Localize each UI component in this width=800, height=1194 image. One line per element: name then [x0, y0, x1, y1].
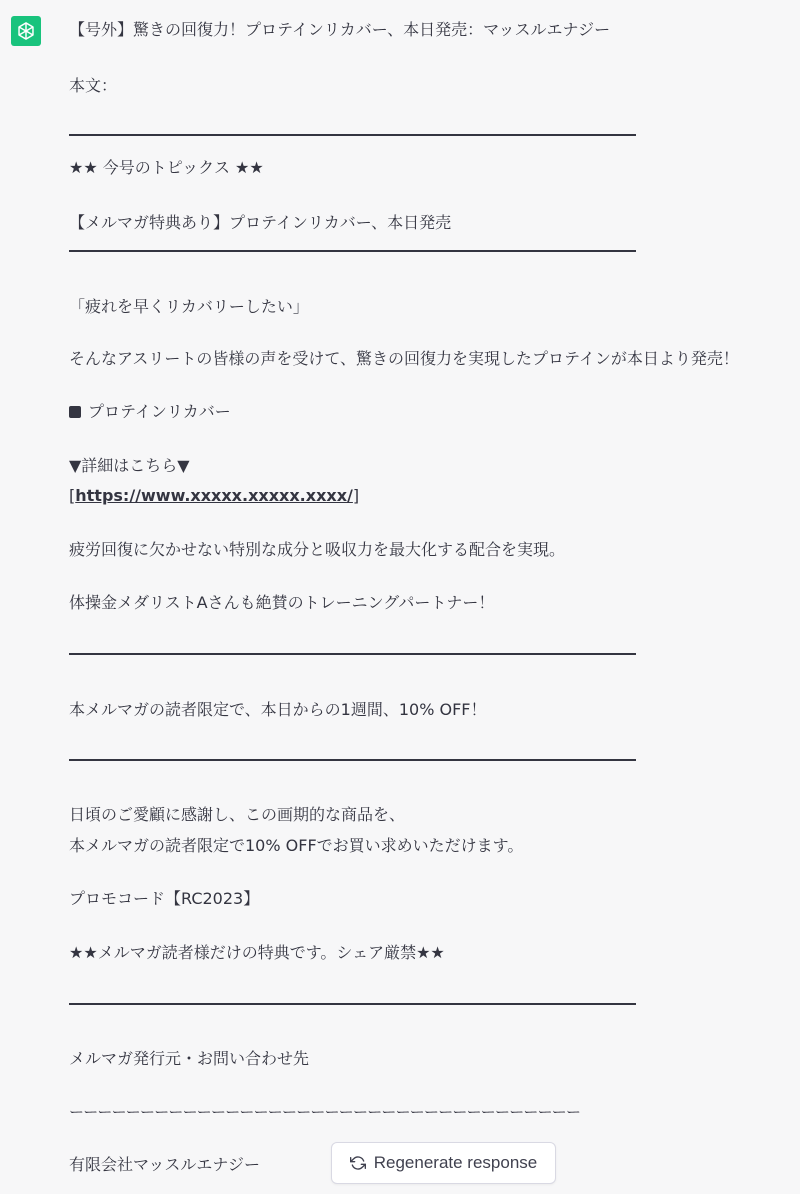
intro-text: そんなアスリートの皆様の声を受けて、驚きの回復力を実現したプロテインが本日より発売！ — [69, 349, 739, 368]
feature-text: 疲労回復に欠かせない特別な成分と吸収力を最大化する配合を実現。 — [69, 540, 566, 559]
company-name: 有限会社マッスルエナジー — [69, 1155, 261, 1174]
divider — [69, 1003, 636, 1005]
refresh-icon — [350, 1155, 366, 1171]
square-bullet-icon — [69, 406, 81, 418]
link-bracket-open: [ — [69, 486, 76, 505]
topic-item: 【メルマガ特典あり】プロテインリカバー、本日発売 — [69, 213, 452, 232]
divider — [69, 653, 636, 655]
regenerate-label: Regenerate response — [373, 1153, 538, 1172]
details-link[interactable]: https://www.xxxxx.xxxxx.xxxx/ — [75, 486, 353, 505]
promo-code: プロモコード【RC2023】 — [69, 889, 260, 908]
exclusive-note: ★★メルマガ読者様だけの特典です。シェア厳禁★★ — [69, 943, 445, 962]
product-heading — [69, 399, 231, 425]
details-link-line — [69, 483, 359, 509]
topics-heading: ★★ 今号のトピックス ★★ — [69, 158, 264, 177]
dash-separator: ーーーーーーーーーーーーーーーーーーーーーーーーーーーーーーーーーーーー — [69, 1103, 581, 1121]
divider — [69, 759, 636, 761]
endorsement-text: 体操金メダリストAさんも絶賛のトレーニングパートナー！ — [69, 593, 495, 612]
product-name: プロテインリカバー — [88, 402, 231, 421]
offer-text: 本メルマガの読者限定で、本日からの1週間、10% OFF！ — [69, 700, 487, 719]
details-label: ▼詳細はこちら▼ — [69, 456, 190, 475]
email-subject: 【号外】驚きの回復力！プロテインリカバー、本日発売：マッスルエナジー — [69, 20, 611, 39]
link-bracket-close: ] — [352, 486, 360, 505]
divider — [69, 250, 636, 252]
regenerate-response-button[interactable] — [331, 1142, 556, 1184]
divider — [69, 134, 636, 136]
assistant-avatar — [11, 16, 41, 46]
thanks-line-2: 本メルマガの読者限定で10% OFFでお買い求めいただけます。 — [69, 836, 524, 855]
chatgpt-logo-icon — [15, 20, 37, 42]
customer-quote: 「疲れを早くリカバリーしたい」 — [69, 297, 309, 316]
thanks-line-1: 日頃のご愛顧に感謝し、この画期的な商品を、 — [69, 805, 406, 824]
body-label: 本文： — [69, 76, 118, 95]
publisher-label: メルマガ発行元・お問い合わせ先 — [69, 1049, 310, 1068]
